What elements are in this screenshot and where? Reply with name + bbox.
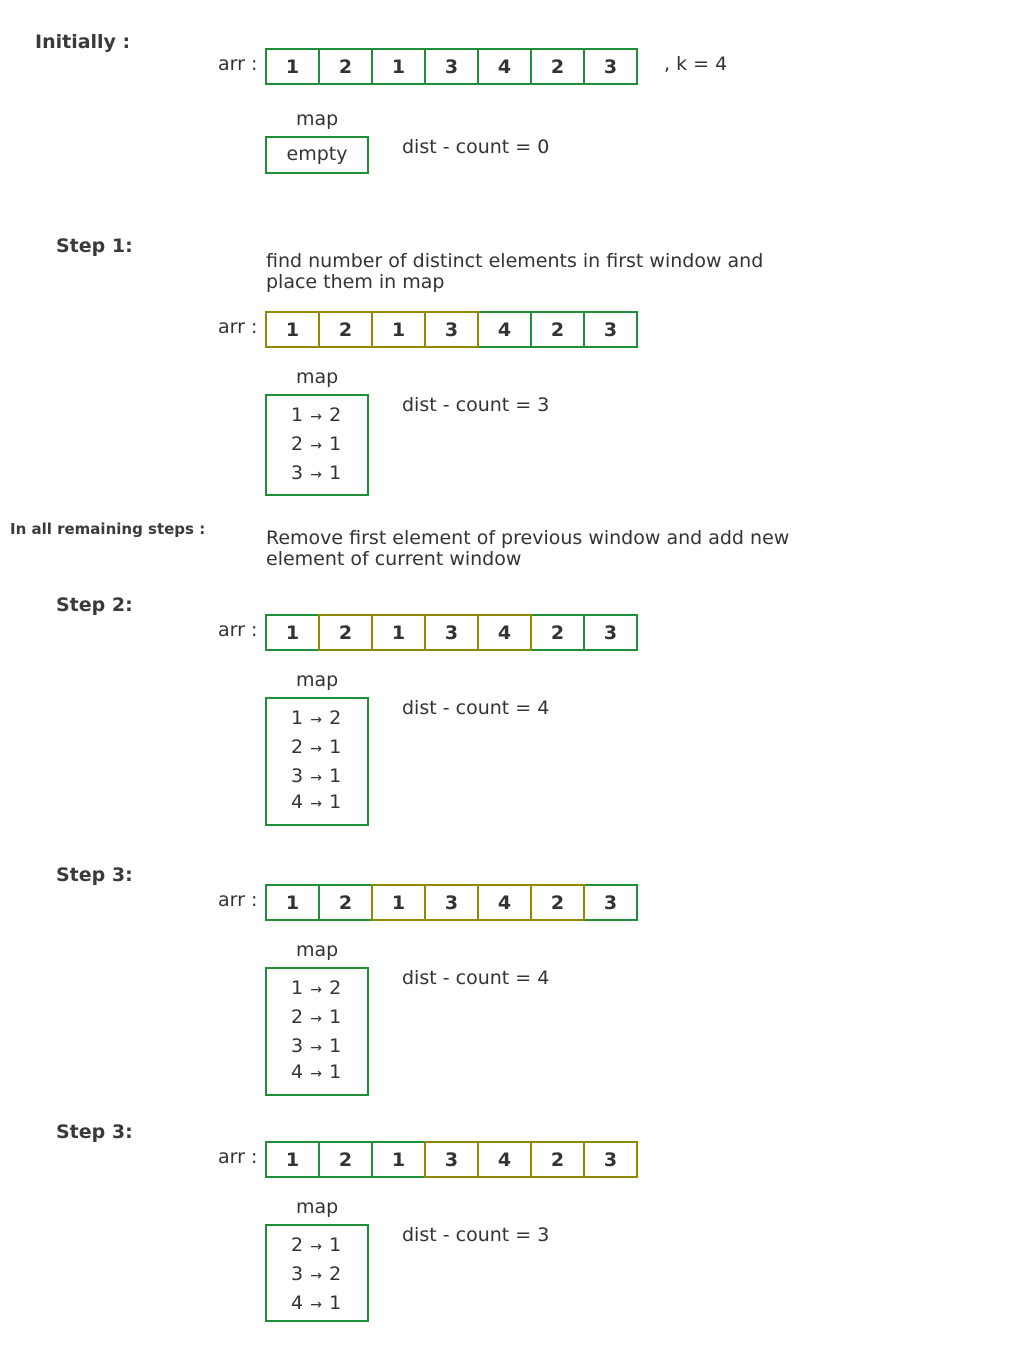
array-cell: 3 bbox=[583, 884, 638, 921]
array-cell: 3 bbox=[424, 1141, 479, 1178]
arrow-icon: → bbox=[310, 1040, 322, 1056]
map-value: 2 bbox=[329, 707, 342, 729]
section-label-step-3-second: Step 3: bbox=[56, 1121, 133, 1143]
arrow-icon: → bbox=[310, 1268, 322, 1284]
map-box-step-3 bbox=[265, 967, 369, 1096]
section-label-step-3: Step 3: bbox=[56, 864, 133, 886]
dist-count-initially: dist - count = 0 bbox=[402, 136, 550, 158]
array-step-1 bbox=[265, 311, 638, 348]
array-cell: 2 bbox=[318, 884, 373, 921]
array-cell: 1 bbox=[265, 614, 320, 651]
array-cell: 1 bbox=[371, 884, 426, 921]
map-key: 4 bbox=[291, 1061, 304, 1083]
map-value: 1 bbox=[329, 1035, 342, 1057]
arrow-icon: → bbox=[310, 770, 322, 786]
dist-count-step-1: dist - count = 3 bbox=[402, 394, 550, 416]
map-box-step-2 bbox=[265, 697, 369, 826]
array-cell: 4 bbox=[477, 48, 532, 85]
map-value: 1 bbox=[329, 791, 342, 813]
array-cell: 1 bbox=[265, 311, 320, 348]
section-label-initially: Initially : bbox=[35, 31, 131, 53]
map-box-step-3-second bbox=[265, 1224, 369, 1322]
map-key: 3 bbox=[291, 1035, 304, 1057]
map-key: 3 bbox=[291, 462, 304, 484]
remaining-steps-label: In all remaining steps : bbox=[10, 520, 206, 538]
map-box-step-1 bbox=[265, 394, 369, 496]
step-1-description-line-1: find number of distinct elements in first window and bbox=[266, 250, 764, 272]
array-cell: 2 bbox=[318, 311, 373, 348]
dist-count-step-3: dist - count = 4 bbox=[402, 967, 550, 989]
arrow-icon: → bbox=[310, 1297, 322, 1313]
map-key: 1 bbox=[291, 707, 304, 729]
array-step-3 bbox=[265, 884, 638, 921]
step-1-description bbox=[266, 251, 763, 293]
array-cell: 1 bbox=[371, 1141, 426, 1178]
map-entry bbox=[291, 1292, 341, 1314]
remaining-description-line-2: element of current window bbox=[266, 548, 522, 570]
array-cell: 2 bbox=[318, 48, 373, 85]
array-cell: 2 bbox=[530, 1141, 585, 1178]
remaining-description-line-1: Remove first element of previous window and add new bbox=[266, 527, 790, 549]
map-key: 1 bbox=[291, 977, 304, 999]
map-value: 1 bbox=[329, 1006, 342, 1028]
map-key: 4 bbox=[291, 1292, 304, 1314]
arr-label: arr : bbox=[218, 889, 258, 911]
map-label: map bbox=[296, 1196, 339, 1218]
map-entry bbox=[291, 1234, 341, 1256]
array-step-3-second bbox=[265, 1141, 638, 1178]
arrow-icon: → bbox=[310, 796, 322, 812]
map-key: 3 bbox=[291, 765, 304, 787]
array-cell: 3 bbox=[583, 614, 638, 651]
section-label-step-1: Step 1: bbox=[56, 235, 133, 257]
array-cell: 3 bbox=[424, 48, 479, 85]
dist-count-step-3-second: dist - count = 3 bbox=[402, 1224, 550, 1246]
section-label-step-2: Step 2: bbox=[56, 594, 133, 616]
map-value: 1 bbox=[329, 1292, 342, 1314]
arrow-icon: → bbox=[310, 409, 322, 425]
array-cell: 2 bbox=[530, 884, 585, 921]
map-key: 4 bbox=[291, 791, 304, 813]
array-cell: 1 bbox=[265, 884, 320, 921]
map-value: 1 bbox=[329, 736, 342, 758]
map-entry bbox=[291, 1263, 341, 1285]
arrow-icon: → bbox=[310, 1239, 322, 1255]
step-1-description-line-2: place them in map bbox=[266, 271, 445, 293]
map-entry bbox=[291, 462, 341, 484]
array-cell: 1 bbox=[265, 48, 320, 85]
array-cell: 1 bbox=[265, 1141, 320, 1178]
dist-count-step-2: dist - count = 4 bbox=[402, 697, 550, 719]
map-entry bbox=[291, 977, 341, 999]
array-cell: 1 bbox=[371, 311, 426, 348]
arrow-icon: → bbox=[310, 982, 322, 998]
map-entry bbox=[291, 433, 341, 455]
map-entry bbox=[291, 707, 341, 729]
map-value: 1 bbox=[329, 1061, 342, 1083]
arrow-icon: → bbox=[310, 1066, 322, 1082]
map-empty-text: empty bbox=[286, 143, 348, 165]
map-entry bbox=[291, 1006, 341, 1028]
arrow-icon: → bbox=[310, 712, 322, 728]
map-value: 1 bbox=[329, 462, 342, 484]
arrow-icon: → bbox=[310, 467, 322, 483]
map-key: 1 bbox=[291, 404, 304, 426]
array-cell: 4 bbox=[477, 1141, 532, 1178]
arr-label: arr : bbox=[218, 53, 258, 75]
array-cell: 3 bbox=[583, 48, 638, 85]
map-key: 2 bbox=[291, 1234, 304, 1256]
array-cell: 4 bbox=[477, 311, 532, 348]
arr-label: arr : bbox=[218, 1146, 258, 1168]
array-cell: 1 bbox=[371, 614, 426, 651]
map-label: map bbox=[296, 669, 339, 691]
array-initially bbox=[265, 48, 638, 85]
map-entry bbox=[291, 1035, 341, 1057]
array-cell: 3 bbox=[424, 884, 479, 921]
array-cell: 2 bbox=[530, 311, 585, 348]
array-cell: 2 bbox=[318, 1141, 373, 1178]
k-value: , k = 4 bbox=[664, 53, 728, 75]
map-key: 2 bbox=[291, 1006, 304, 1028]
map-value: 1 bbox=[329, 433, 342, 455]
array-cell: 2 bbox=[530, 614, 585, 651]
array-step-2 bbox=[265, 614, 638, 651]
arr-label: arr : bbox=[218, 619, 258, 641]
map-entry bbox=[291, 765, 341, 787]
map-value: 2 bbox=[329, 977, 342, 999]
array-cell: 2 bbox=[318, 614, 373, 651]
map-label: map bbox=[296, 939, 339, 961]
map-entry bbox=[291, 736, 341, 758]
map-entry bbox=[291, 791, 341, 813]
map-key: 2 bbox=[291, 433, 304, 455]
map-value: 2 bbox=[329, 1263, 342, 1285]
map-entry bbox=[291, 404, 341, 426]
map-label: map bbox=[296, 108, 339, 130]
remaining-steps-description bbox=[266, 528, 789, 570]
array-cell: 2 bbox=[530, 48, 585, 85]
arrow-icon: → bbox=[310, 1011, 322, 1027]
array-cell: 1 bbox=[371, 48, 426, 85]
arrow-icon: → bbox=[310, 438, 322, 454]
map-value: 1 bbox=[329, 765, 342, 787]
array-cell: 3 bbox=[583, 311, 638, 348]
array-cell: 4 bbox=[477, 884, 532, 921]
map-entry bbox=[291, 1061, 341, 1083]
array-cell: 3 bbox=[424, 614, 479, 651]
map-key: 3 bbox=[291, 1263, 304, 1285]
array-cell: 3 bbox=[583, 1141, 638, 1178]
map-value: 1 bbox=[329, 1234, 342, 1256]
arr-label: arr : bbox=[218, 316, 258, 338]
arrow-icon: → bbox=[310, 741, 322, 757]
map-key: 2 bbox=[291, 736, 304, 758]
array-cell: 3 bbox=[424, 311, 479, 348]
map-box-initially bbox=[265, 136, 369, 174]
array-cell: 4 bbox=[477, 614, 532, 651]
map-value: 2 bbox=[329, 404, 342, 426]
map-label: map bbox=[296, 366, 339, 388]
